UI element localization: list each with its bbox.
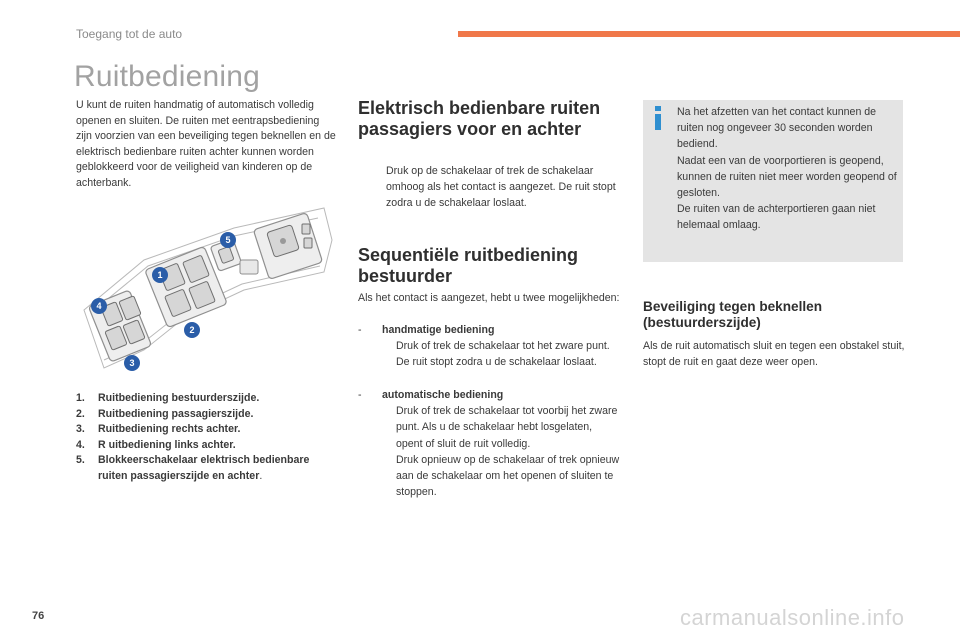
info-paragraph: Na het afzetten van het contact kunnen de ruiten nog ongeveer 30 seconden worden bediend. xyxy=(677,106,877,151)
callout-4 xyxy=(91,298,107,314)
bullet-mark xyxy=(382,403,396,452)
legend-text: R uitbediening links achter. xyxy=(98,438,236,451)
diagram-legend xyxy=(76,391,338,485)
heading-electric-rear: Elektrisch bedienbare ruiten passagiers voor en achter xyxy=(358,98,601,139)
dash-mark: - xyxy=(358,389,362,401)
bullet-mark xyxy=(382,452,396,501)
option-title: handmatige bediening xyxy=(382,324,495,336)
dash-mark: - xyxy=(358,324,362,336)
section-header: Toegang tot de auto xyxy=(76,27,183,41)
legend-number: 2. xyxy=(76,407,85,420)
switch-buttons xyxy=(101,224,312,350)
heading-anti-trap: Beveiliging tegen beknellen (bestuurderszijde) xyxy=(643,299,823,330)
page-title: Ruitbediening xyxy=(74,60,261,93)
option-bullet xyxy=(358,403,620,452)
intro-paragraph: U kunt de ruiten handmatig of automatisch volledig openen en sluiten. De ruiten met eentrapsbediening zijn voorzien van een beveiliging tegen beknellen en de elektrisch bedienbare ruiten achter kunnen worden geblokkeerd voor de veiligheid van kinderen op de achterbank. xyxy=(76,99,336,189)
info-paragraph: De ruiten van de achterportieren gaan niet helemaal omlaag. xyxy=(677,203,876,232)
info-paragraph: Nadat een van de voorportieren is geopend, kunnen de ruiten niet meer worden geopend of gesloten. xyxy=(677,154,897,200)
anti-trap-text: Als de ruit automatisch sluit en tegen een obstakel stuit, stopt de ruit en gaat deze weer open. xyxy=(643,340,905,369)
legend-number: 1. xyxy=(76,392,85,404)
option-heading xyxy=(358,322,620,338)
bullet-text: Druk op de schakelaar of trek de schakelaar omhoog als het contact is aangezet. De ruit stopt zodra u de schakelaar loslaat. xyxy=(386,165,616,210)
info-icon xyxy=(652,106,664,130)
legend-number: 5. xyxy=(76,454,85,467)
legend-item xyxy=(76,438,338,454)
svg-text:2: 2 xyxy=(189,325,195,335)
header-accent-bar xyxy=(458,31,960,37)
legend-item xyxy=(76,407,338,423)
legend-number: 4. xyxy=(76,438,85,451)
callout-5 xyxy=(220,232,236,248)
option-bullet xyxy=(358,338,620,370)
callout-2 xyxy=(184,322,200,338)
legend-text-main: Blokkeerschakelaar elektrisch bedienbare ruiten passagierszijde en achter xyxy=(98,454,310,482)
watermark: carmanualsonline.info xyxy=(680,605,905,630)
bullet-text: Druk opnieuw op de schakelaar of trek opnieuw aan de schakelaar om het openen of sluiten te stoppen. xyxy=(396,453,620,499)
legend-text: Ruitbediening bestuurderszijde. xyxy=(98,392,260,404)
legend-item xyxy=(76,453,338,484)
bullet-mark xyxy=(362,163,386,212)
callout-1 xyxy=(152,267,168,283)
svg-text:1: 1 xyxy=(157,270,163,280)
bullet-mark xyxy=(382,338,396,370)
option-automatic xyxy=(358,387,620,500)
info-text xyxy=(677,104,899,234)
heading-sequential: Sequentiële ruitbediening bestuurder xyxy=(358,245,579,286)
legend-text xyxy=(98,453,338,484)
legend-number: 3. xyxy=(76,423,85,436)
callout-3 xyxy=(124,355,140,371)
bullet-text: Druk of trek de schakelaar tot voorbij het zware punt. Als u de schakelaar hebt losgelaten, opent of sluit de ruit volledig. xyxy=(396,405,618,450)
option-manual xyxy=(358,322,620,371)
svg-text:4: 4 xyxy=(96,301,102,311)
legend-text: Ruitbediening passagierszijde. xyxy=(98,407,254,420)
svg-text:3: 3 xyxy=(129,358,135,368)
legend-item xyxy=(76,391,338,407)
sequential-intro: Als het contact is aangezet, hebt u twee mogelijkheden: xyxy=(358,292,620,304)
legend-item xyxy=(76,422,338,438)
svg-text:5: 5 xyxy=(225,235,231,245)
bullet-text: Druk of trek de schakelaar tot het zware punt. De ruit stopt zodra u de schakelaar loslaat. xyxy=(396,340,610,369)
bullet-electric-rear xyxy=(362,163,618,212)
option-title: automatische bediening xyxy=(382,389,504,401)
legend-text: Ruitbediening rechts achter. xyxy=(98,423,241,436)
option-bullet xyxy=(358,452,620,501)
window-switch-diagram xyxy=(74,200,336,378)
legend-suffix: . xyxy=(259,469,263,482)
option-heading xyxy=(358,387,620,403)
page-number: 76 xyxy=(32,610,45,622)
